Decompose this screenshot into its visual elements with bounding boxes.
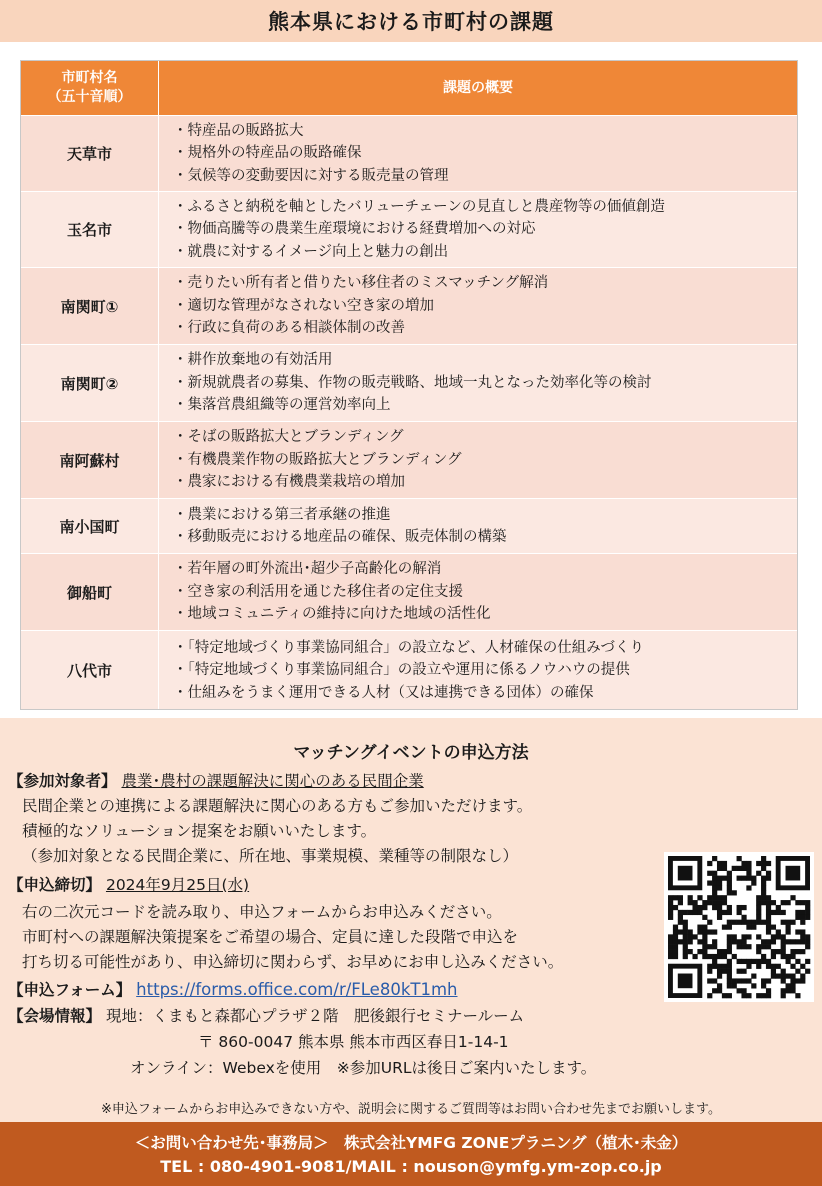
- issue-list: [159, 554, 798, 631]
- issues-table: [20, 60, 798, 711]
- issue-item: ・売りたい所有者と借りたい移住者のミスマッチング解消: [173, 275, 549, 292]
- issue-list: [159, 192, 798, 268]
- issue-item: ・特産品の販路拡大: [173, 122, 304, 139]
- issue-list: [159, 499, 798, 554]
- issue-item: ・地域コミュニティの維持に向けた地域の活性化: [173, 606, 491, 623]
- issue-item: ・若年層の町外流出･超少子高齢化の解消: [173, 561, 442, 578]
- column-header-municipality-line2: （五十音順）: [47, 89, 132, 105]
- contact-details: TEL : 080-4901-9081/MAIL : nouson@ymfg.ym-zop.co.jp: [160, 1157, 662, 1176]
- table-row: [21, 499, 798, 554]
- municipality-name: 南関町②: [21, 345, 159, 422]
- issue-list: [159, 631, 798, 711]
- issue-item: ・空き家の利活用を通じた移住者の定住支援: [173, 583, 463, 600]
- venue-address: 〒 860-0047 熊本県 熊本市西区春日1-14-1: [198, 1033, 509, 1051]
- venue-label: 【会場情報】: [8, 1007, 102, 1025]
- table-row: [21, 192, 798, 268]
- issue-item: ・移動販売における地産品の確保、販売体制の構築: [173, 529, 507, 545]
- target-row: [8, 770, 424, 792]
- column-header-municipality-line1: 市町村名: [61, 70, 118, 86]
- issue-item: ・そばの販路拡大とブランディング: [173, 429, 404, 446]
- issue-item: ・気候等の変動要因に対する販売量の管理: [173, 167, 449, 184]
- qr-code-icon[interactable]: [664, 852, 814, 1002]
- issue-item: ・農家における有機農業栽培の増加: [173, 474, 405, 491]
- issue-list: [159, 345, 798, 422]
- table-header-row: [21, 61, 798, 116]
- contact-office: ＜お問い合わせ先･事務局＞ 株式会社YMFG ZONEプラニング（植木･未金）: [134, 1134, 688, 1152]
- inquiry-note: ※申込フォームからお申込みできない方や、説明会に関するご質問等はお問い合わせ先までお願いします。: [101, 1102, 721, 1117]
- deadline-detail-2: 市町村への課題解決策提案をご希望の場合、定員に達した段階で申込を: [22, 928, 519, 946]
- table-row: [21, 268, 798, 345]
- page-title: 熊本県における市町村の課題: [268, 10, 554, 34]
- table-row: [21, 116, 798, 192]
- issue-list: [159, 268, 798, 345]
- target-detail-1: 民間企業との連携による課題解決に関心のある方もご参加いただけます。: [22, 797, 533, 815]
- qr-code-graphic: [664, 852, 814, 1002]
- issue-item: ・耕作放棄地の有効活用: [173, 352, 333, 369]
- issue-item: ・就農に対するイメージ向上と魅力の創出: [173, 243, 449, 260]
- venue-online: オンライン：Webexを使用 ※参加URLは後日ご案内いたします。: [130, 1059, 597, 1077]
- issue-item: ・「特定地域づくり事業協同組合」の設立や運用に係るノウハウの提供: [173, 662, 630, 679]
- issue-item: ・ふるさと納税を軸としたバリューチェーンの見直しと農産物等の価値創造: [173, 198, 665, 215]
- municipality-name: 御船町: [21, 554, 159, 631]
- application-heading: マッチングイベントの申込方法: [293, 743, 529, 763]
- issue-item: ・物価高騰等の農業生産環境における経費増加への対応: [173, 221, 536, 238]
- issue-item: ・農業における第三者承継の推進: [173, 506, 391, 523]
- issue-item: ・有機農業作物の販路拡大とブランディング: [173, 451, 462, 468]
- table-row: [21, 422, 798, 499]
- table-row: [21, 631, 798, 711]
- form-row: [8, 979, 458, 1001]
- table-row: [21, 554, 798, 631]
- contact-bar: [0, 1122, 822, 1186]
- issues-table-container: [20, 60, 798, 711]
- issue-item: ・行政に負荷のある相談体制の改善: [173, 320, 405, 337]
- deadline-label: 【申込締切】: [8, 876, 102, 894]
- issue-item: ・規格外の特産品の販路確保: [173, 145, 362, 162]
- venue-onsite: 現地：くまもと森都心プラザ２階 肥後銀行セミナールーム: [105, 1007, 525, 1025]
- deadline-value: 2024年9月25日(水): [105, 876, 250, 894]
- issue-item: ・集落営農組織等の運営効率向上: [173, 397, 391, 414]
- municipality-name: 南小国町: [21, 499, 159, 554]
- target-detail-2: 積極的なソリューション提案をお願いいたします。: [22, 822, 377, 840]
- municipality-name: 八代市: [21, 631, 159, 711]
- column-header-issues: 課題の概要: [159, 61, 798, 116]
- title-bar: [0, 0, 822, 42]
- venue-row: [8, 1005, 524, 1027]
- table-row: [21, 345, 798, 422]
- target-value: 農業･農村の課題解決に関心のある民間企業: [121, 772, 424, 790]
- deadline-row: [8, 874, 249, 896]
- issue-item: ・仕組みをうまく運用できる人材（又は連携できる団体）の確保: [173, 684, 594, 701]
- deadline-detail-3: 打ち切る可能性があり、申込締切に関わらず、お早めにお申し込みください。: [22, 953, 564, 971]
- application-section: [0, 718, 822, 1122]
- issue-list: [159, 422, 798, 499]
- issue-item: ・「特定地域づくり事業協同組合」の設立など、人材確保の仕組みづくり: [173, 639, 644, 656]
- form-label: 【申込フォーム】: [8, 981, 132, 999]
- municipality-name: 南阿蘇村: [21, 422, 159, 499]
- target-detail-3: （参加対象となる民間企業に、所在地、事業規模、業種等の制限なし）: [22, 847, 519, 865]
- issue-item: ・適切な管理がなされない空き家の増加: [173, 297, 434, 314]
- issue-item: ・新規就農者の募集、作物の販売戦略、地域一丸となった効率化等の検討: [173, 374, 652, 391]
- municipality-name: 南関町①: [21, 268, 159, 345]
- municipality-name: 天草市: [21, 116, 159, 192]
- deadline-detail-1: 右の二次元コードを読み取り、申込フォームからお申込みください。: [22, 903, 502, 921]
- municipality-name: 玉名市: [21, 192, 159, 268]
- form-link[interactable]: https://forms.office.com/r/FLe80kT1mh: [136, 980, 458, 999]
- column-header-municipality: [21, 61, 159, 116]
- target-label: 【参加対象者】: [8, 772, 117, 790]
- issue-list: [159, 116, 798, 192]
